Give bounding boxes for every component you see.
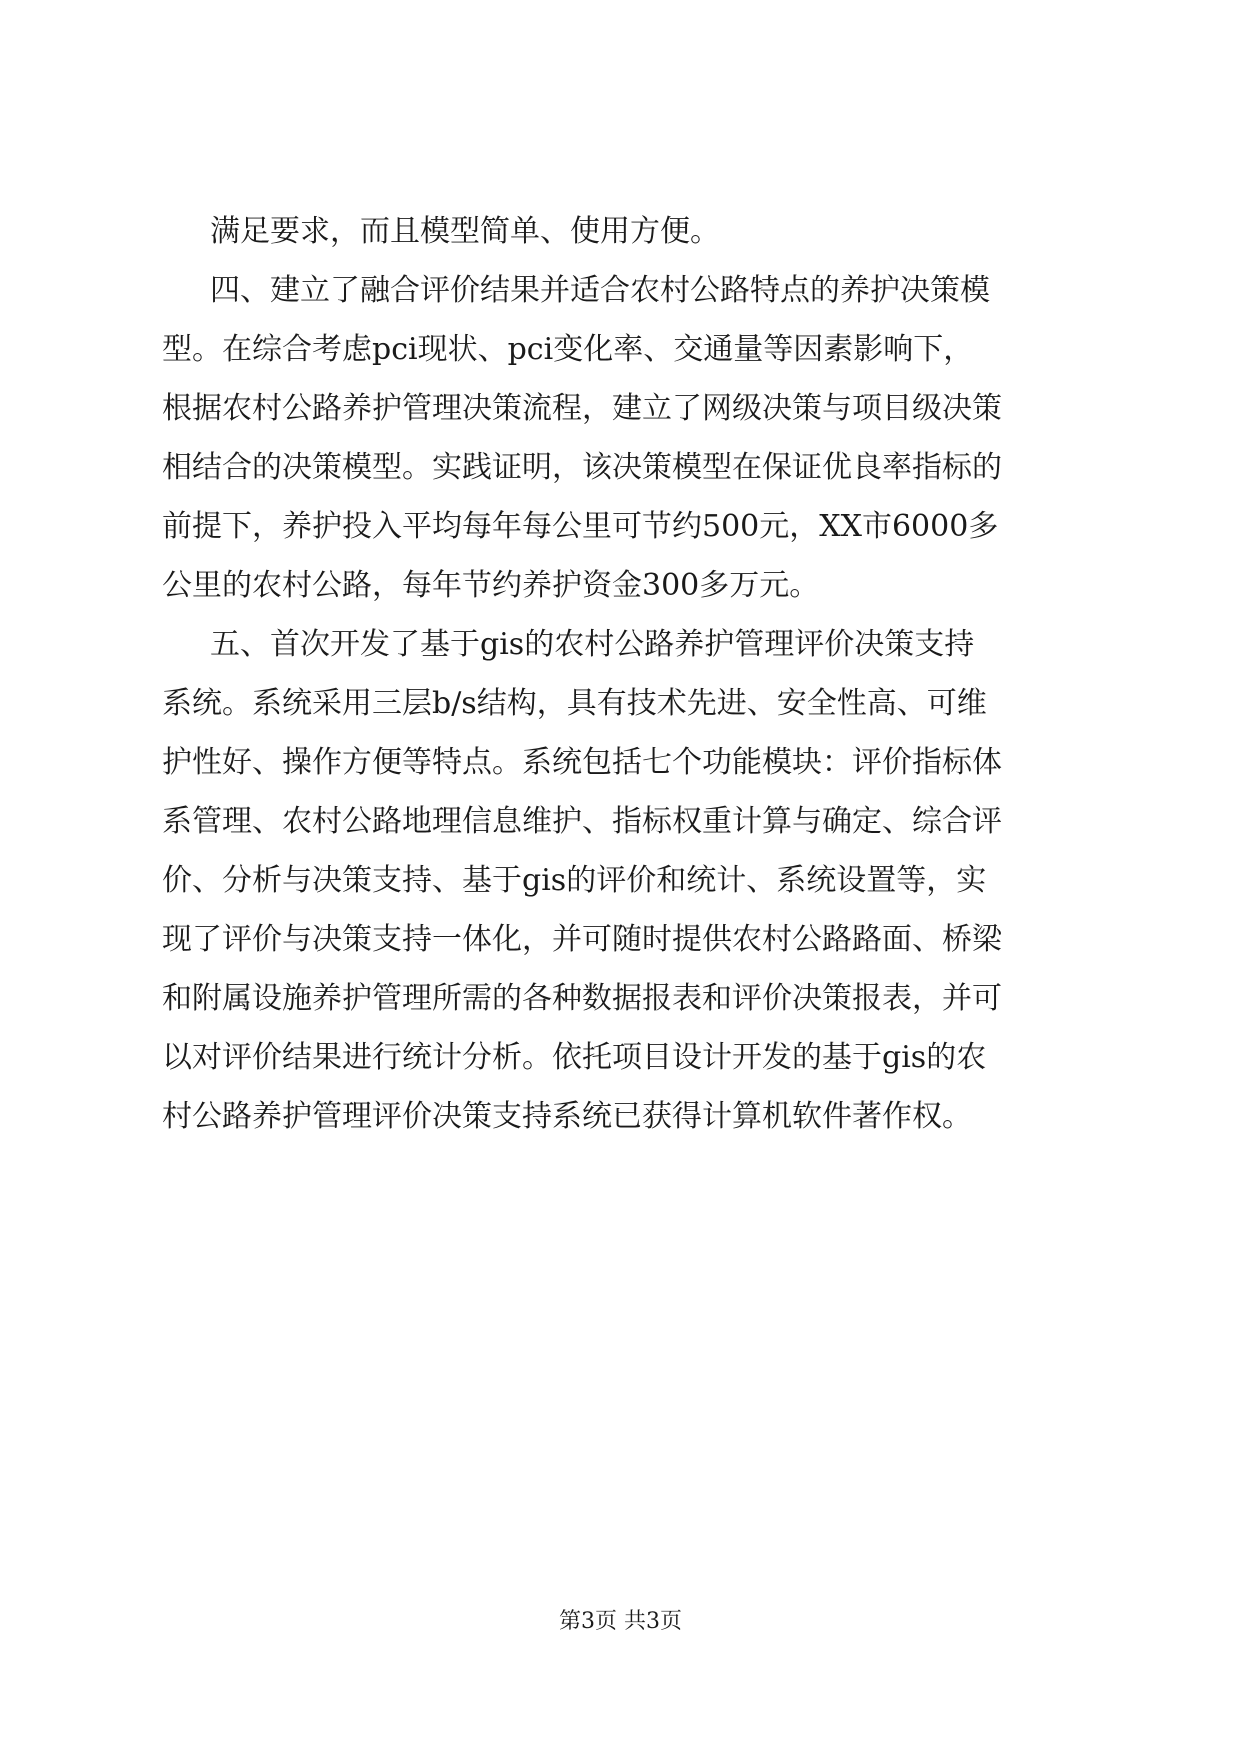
paragraph-line: 相结合的决策模型。实践证明，该决策模型在保证优良率指标的 (162, 450, 1002, 485)
paragraph-line: 四、建立了融合评价结果并适合农村公路特点的养护决策模 (210, 273, 990, 308)
paragraph-line: 根据农村公路养护管理决策流程，建立了网级决策与项目级决策 (162, 391, 1002, 426)
page-number-footer: 第3页 共3页 (559, 1609, 682, 1634)
paragraph-line: 和附属设施养护管理所需的各种数据报表和评价决策报表，并可 (162, 981, 1002, 1016)
paragraph-line: 五、首次开发了基于gis的农村公路养护管理评价决策支持 (210, 627, 975, 662)
paragraph-line: 系统。系统采用三层b/s结构，具有技术先进、安全性高、可维 (162, 686, 987, 721)
paragraph-line: 价、分析与决策支持、基于gis的评价和统计、系统设置等，实 (162, 863, 987, 898)
paragraph-line: 现了评价与决策支持一体化，并可随时提供农村公路路面、桥梁 (162, 922, 1002, 957)
paragraph-line: 满足要求，而且模型简单、使用方便。 (210, 214, 720, 249)
paragraph-line: 护性好、操作方便等特点。系统包括七个功能模块：评价指标体 (162, 745, 1002, 780)
paragraph-line: 前提下，养护投入平均每年每公里可节约500元，XX市6000多 (162, 509, 999, 544)
paragraph-line: 以对评价结果进行统计分析。依托项目设计开发的基于gis的农 (162, 1040, 987, 1075)
paragraph-line: 系管理、农村公路地理信息维护、指标权重计算与确定、综合评 (162, 804, 1002, 839)
paragraph-line: 型。在综合考虑pci现状、pci变化率、交通量等因素影响下， (162, 332, 974, 367)
paragraph-line: 公里的农村公路，每年节约养护资金300多万元。 (162, 568, 820, 603)
paragraph-line: 村公路养护管理评价决策支持系统已获得计算机软件著作权。 (162, 1099, 972, 1134)
